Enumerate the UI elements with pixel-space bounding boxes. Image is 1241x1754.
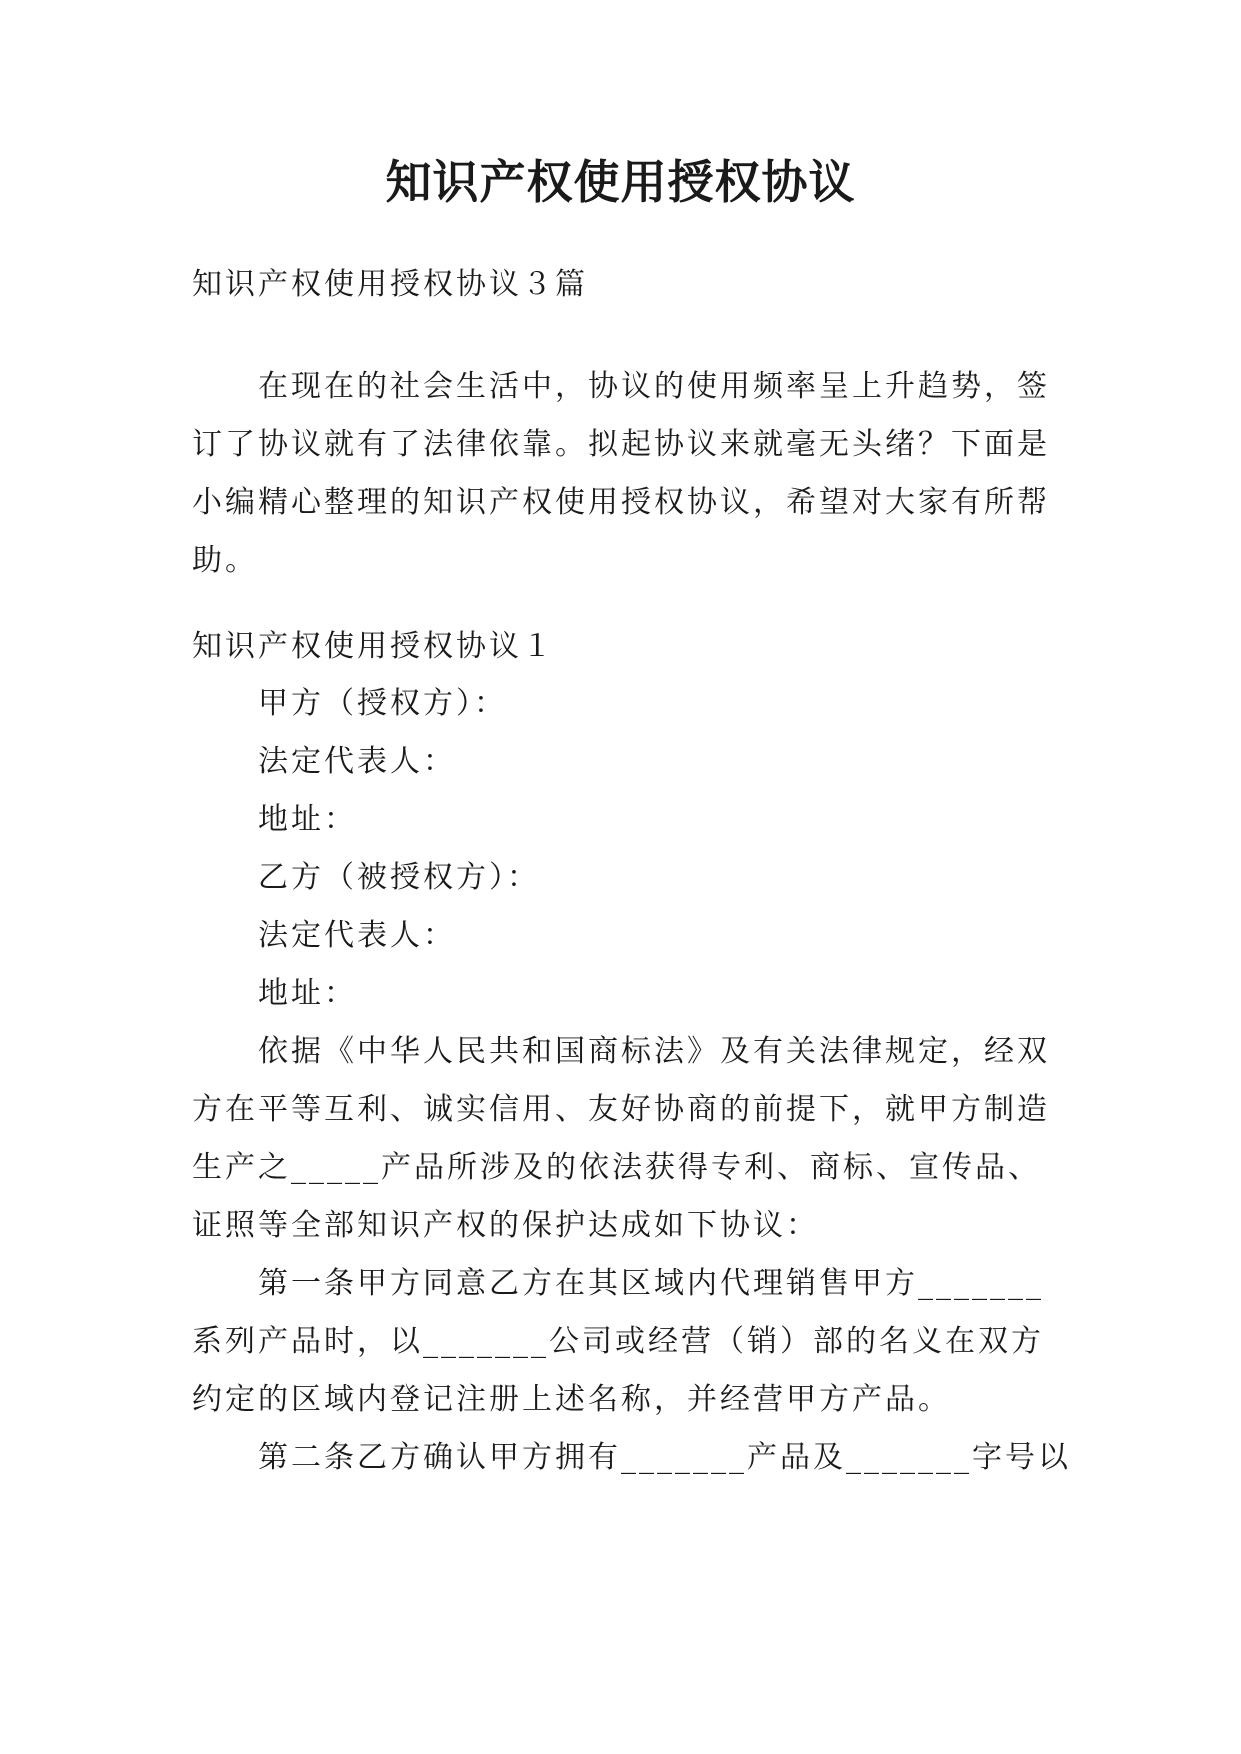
article-2	[192, 1429, 1071, 1487]
basis-line: 方在平等互利、诚实信用、友好协商的前提下，就甲方制造	[192, 1092, 1050, 1127]
article-1-line: 约定的区域内登记注册上述名称，并经营甲方产品。	[192, 1382, 951, 1417]
subtitle-text: 知识产权使用授权协议３篇	[192, 267, 588, 302]
party-line-address-a: 地址：	[258, 802, 357, 837]
party-line-address-b: 地址：	[258, 976, 357, 1011]
basis-line: 生产之_____产品所涉及的依法获得专利、商标、宣传品、	[192, 1150, 1041, 1185]
party-line-party-a: 甲方（授权方）：	[258, 686, 507, 721]
article-2-line: 第二条乙方确认甲方拥有_______产品及_______字号以	[258, 1440, 1071, 1475]
section-heading-text: 知识产权使用授权协议１	[192, 629, 555, 664]
party-line-legal-rep-a: 法定代表人：	[258, 744, 456, 779]
intro-line: 在现在的社会生活中，协议的使用频率呈上升趋势，签	[258, 369, 1050, 404]
document-subtitle	[192, 256, 1052, 314]
article-1-line: 系列产品时，以_______公司或经营（销）部的名义在双方	[192, 1324, 1044, 1359]
basis-line: 依据《中华人民共和国商标法》及有关法律规定，经双	[258, 1034, 1050, 1069]
basis-paragraph	[192, 1023, 1052, 1255]
intro-line: 助。	[192, 543, 258, 578]
article-1-line: 第一条甲方同意乙方在其区域内代理销售甲方_______	[258, 1266, 1044, 1301]
party-line-party-b: 乙方（被授权方）：	[258, 860, 540, 895]
intro-line: 小编精心整理的知识产权使用授权协议，希望对大家有所帮	[192, 485, 1050, 520]
parties-block	[192, 675, 1052, 1023]
intro-paragraph	[192, 358, 1052, 590]
party-line-legal-rep-b: 法定代表人：	[258, 918, 456, 953]
section-heading	[192, 618, 1052, 676]
basis-line: 证照等全部知识产权的保护达成如下协议：	[192, 1208, 819, 1243]
article-1	[192, 1255, 1052, 1429]
intro-line: 订了协议就有了法律依靠。拟起协议来就毫无头绪？下面是	[192, 427, 1050, 462]
document-title: 知识产权使用授权协议	[385, 155, 856, 209]
